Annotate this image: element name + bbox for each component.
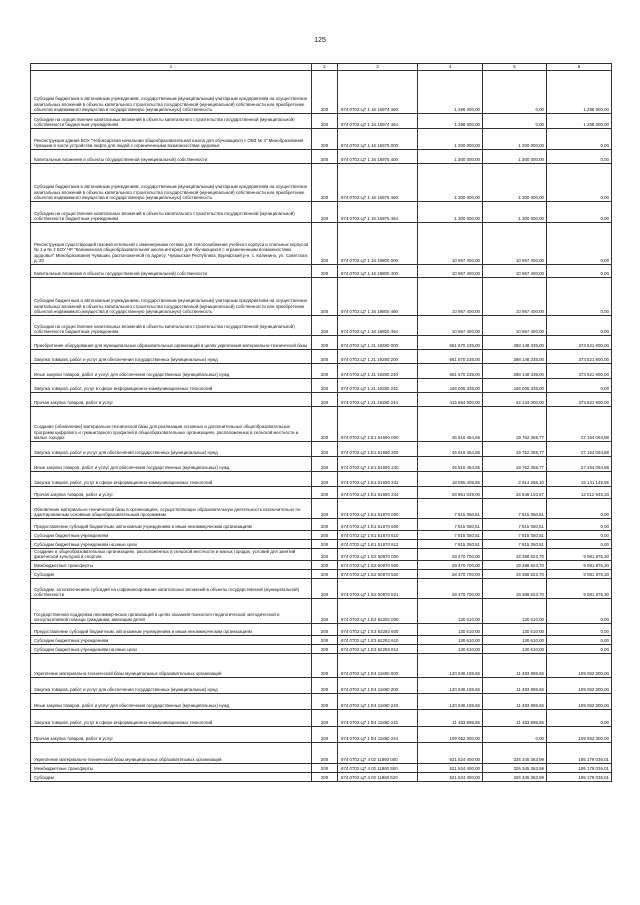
row-name-cell: Субсидии бюджетным учреждениям [31, 636, 312, 645]
row-col4-cell: 120 536 195,65 [418, 678, 483, 694]
row-code-cell: 200 [312, 278, 338, 316]
row-col5-cell: 19 388 823,70 [483, 570, 547, 579]
row-name-cell: Субсидии бюджетным и автономным учреждениям, государственным (муниципальным) унитарным предприятиям на осуществление капитальных вложений в объекты капитального строительства государственной (муниципальной) собственности или приобретение объектов недвижимого имущества в государственную (муниципальную) собственность [31, 278, 312, 316]
row-col5-cell: 7 815 050,51 [483, 519, 547, 531]
row-kbk-cell: 874 0702 Ц7 1 16 15975 460 [338, 164, 418, 202]
column-header: 6 [547, 64, 612, 71]
table-row [31, 636, 612, 645]
row-name-cell: Субсидии на осуществление капитальных вложений в объекты капитального строительства государственной (муниципальной) собственности бюджетным учреждениям [31, 316, 312, 336]
row-col4-cell: 10 967 400,00 [418, 223, 483, 265]
row-col5-cell: 7 815 050,51 [483, 540, 547, 549]
row-col5-cell: 11 483 895,65 [483, 654, 547, 678]
row-code-cell: 200 [312, 202, 338, 223]
table-row [31, 678, 612, 694]
row-col4-cell: 7 815 050,51 [418, 519, 483, 531]
row-col4-cell: 1 298 000,00 [418, 71, 483, 114]
row-code-cell: 200 [312, 579, 338, 599]
table-row [31, 442, 612, 457]
row-name-cell: Субсидии на осуществление капитальных вложений в объекты капитального строительства государственной (муниципальной) собственности бюджетным учреждениям [31, 114, 312, 129]
row-col6-cell: 0,00 [547, 624, 612, 636]
table-row [31, 710, 612, 727]
table-row [31, 457, 612, 472]
row-name-cell: Предоставление субсидий бюджетным, автономным учреждениям и иным некоммерческим организациям [31, 624, 312, 636]
row-name-cell: Закупка товаров, работ и услуг для обеспечения государственных (муниципальных) нужд [31, 442, 312, 457]
row-col6-cell: 1 298 000,00 [547, 71, 612, 114]
row-col6-cell: 15 141 149,55 [547, 472, 612, 487]
table-row [31, 561, 612, 570]
row-kbk-cell: 874 0702 Ц7 1 Е1 51870 600 [338, 519, 418, 531]
column-header: 1 [31, 64, 312, 71]
row-name-cell: Создание (обновление) материально-технической базы для реализации основных и дополнительных общеобразовательных программ цифрового и гуманитарного профилей в общеобразовательных организациях, расположенных в сельской местности и малых городах [31, 407, 312, 442]
table-row [31, 336, 612, 350]
row-col4-cell: 1 298 000,00 [418, 114, 483, 129]
table-row [31, 773, 612, 782]
row-code-cell: 200 [312, 150, 338, 164]
row-col6-cell: 0,00 [547, 531, 612, 540]
row-col6-cell: 0,00 [547, 164, 612, 202]
row-code-cell: 200 [312, 457, 338, 472]
table-row [31, 645, 612, 654]
row-code-cell: 200 [312, 636, 338, 645]
row-kbk-cell: 874 0702 Ц7 1 16 19800 464 [338, 316, 418, 336]
row-col5-cell: 130 610,00 [483, 636, 547, 645]
row-kbk-cell: 874 0702 Ц7 1 16 19800 000 [338, 223, 418, 265]
row-col4-cell: 46 916 454,65 [418, 457, 483, 472]
row-col4-cell: 7 815 050,51 [418, 499, 483, 519]
row-col4-cell: 18 055 405,65 [418, 472, 483, 487]
row-col6-cell: 9 081 876,30 [547, 549, 612, 561]
row-kbk-cell: 874 0702 Ц7 1 21 19280 240 [338, 364, 418, 379]
row-kbk-cell: 874 0702 Ц7 4 02 11860 500 [338, 764, 418, 773]
row-name-cell: Капитальные вложения в объекты государственной (муниципальной) собственности [31, 150, 312, 164]
row-code-cell: 200 [312, 350, 338, 364]
row-col4-cell: 28 470 700,00 [418, 579, 483, 599]
row-kbk-cell: 874 0702 Ц7 1 Е1 51690 000 [338, 407, 418, 442]
row-col6-cell: 27 154 094,88 [547, 457, 612, 472]
row-code-cell: 200 [312, 114, 338, 129]
row-name-cell: Субсидии [31, 773, 312, 782]
row-col6-cell: 0,00 [547, 265, 612, 278]
row-code-cell: 200 [312, 710, 338, 727]
row-kbk-cell: 874 0702 Ц7 1 Е4 11860 244 [338, 727, 418, 743]
table-row [31, 540, 612, 549]
row-col5-cell: 19 762 359,77 [483, 457, 547, 472]
row-col6-cell: 1 298 000,00 [547, 114, 612, 129]
row-col4-cell: 10 967 400,00 [418, 265, 483, 278]
table-row [31, 743, 612, 764]
row-col4-cell: 130 610,00 [418, 645, 483, 654]
table-row [31, 531, 612, 540]
row-kbk-cell: 874 0702 Ц7 1 Е1 51690 242 [338, 472, 418, 487]
row-code-cell: 200 [312, 694, 338, 710]
row-col5-cell: 326 345 363,99 [483, 773, 547, 782]
row-name-cell: Прочая закупка товаров, работ и услуг [31, 393, 312, 407]
row-col6-cell: 195 179 036,01 [547, 773, 612, 782]
row-col6-cell: 0,00 [547, 129, 612, 150]
row-col6-cell: 9 081 876,30 [547, 570, 612, 579]
row-name-cell: Реконструкция существующей газовой котельной с инженерными сетями для теплоснабжения учебного корпуса и спальных корпусов № 1 и № 2 БОУ ЧР "Калининская общеобразовательная школа-интернат для обучающихся с ограниченными возможностями здоровья" Минобразования Чувашии, расположенной по адресу: Чувашская Республика, Вурнарский р-н, с. Калинино, ул. Советская, д. 20 [31, 223, 312, 265]
row-col6-cell: 0,00 [547, 710, 612, 727]
table-row [31, 71, 612, 114]
row-col6-cell: 0,00 [547, 519, 612, 531]
row-kbk-cell: 874 0702 Ц7 1 Е3 62292 000 [338, 599, 418, 624]
row-name-cell: Субсидии [31, 570, 312, 579]
row-col5-cell: 2 914 256,10 [483, 472, 547, 487]
row-name-cell: Укрепление материально-технической базы муниципальных образовательных организаций [31, 743, 312, 764]
budget-table [30, 63, 612, 782]
row-kbk-cell: 874 0702 Ц7 1 Е3 62292 610 [338, 636, 418, 645]
row-col6-cell: 373 521 900,00 [547, 364, 612, 379]
row-code-cell: 200 [312, 540, 338, 549]
row-col4-cell: 120 536 195,65 [418, 694, 483, 710]
row-col6-cell: 27 154 094,88 [547, 442, 612, 457]
row-col5-cell: 42 143 000,00 [483, 393, 547, 407]
row-name-cell: Государственная поддержка некоммерческих организаций в целях оказания психолого-педагогической, методической и консультативной помощи гражданам, имеющим детей [31, 599, 312, 624]
row-code-cell: 200 [312, 164, 338, 202]
row-col5-cell: 0,00 [483, 114, 547, 129]
row-col5-cell: 10 967 400,00 [483, 265, 547, 278]
row-col5-cell: 130 610,00 [483, 645, 547, 654]
row-col4-cell: 11 483 895,65 [418, 710, 483, 727]
row-kbk-cell: 874 0702 Ц7 1 16 19800 400 [338, 265, 418, 278]
row-code-cell: 200 [312, 570, 338, 579]
table-row [31, 364, 612, 379]
table-row [31, 549, 612, 561]
row-col5-cell: 19 388 823,70 [483, 561, 547, 570]
row-col6-cell: 373 521 900,00 [547, 336, 612, 350]
row-col4-cell: 1 300 000,00 [418, 150, 483, 164]
row-col4-cell: 415 664 900,00 [418, 393, 483, 407]
row-col6-cell: 195 179 036,01 [547, 764, 612, 773]
row-col4-cell: 28 470 700,00 [418, 549, 483, 561]
row-kbk-cell: 874 0702 Ц7 4 02 11860 520 [338, 773, 418, 782]
row-kbk-cell: 874 0702 Ц7 1 Е1 51690 244 [338, 487, 418, 499]
row-col4-cell: 28 861 049,00 [418, 487, 483, 499]
row-col5-cell: 19 388 823,70 [483, 549, 547, 561]
row-kbk-cell: 874 0702 Ц7 1 Е1 51870 610 [338, 531, 418, 540]
row-kbk-cell: 874 0702 Ц7 1 Е1 51870 000 [338, 499, 418, 519]
row-col4-cell: 1 300 000,00 [418, 129, 483, 150]
row-code-cell: 200 [312, 407, 338, 442]
row-col4-cell: 661 670 235,00 [418, 336, 483, 350]
row-col6-cell: 0,00 [547, 278, 612, 316]
table-row [31, 129, 612, 150]
row-col5-cell: 326 345 363,99 [483, 764, 547, 773]
row-kbk-cell: 874 0702 Ц7 1 Е1 51690 240 [338, 457, 418, 472]
row-col4-cell: 521 524 400,00 [418, 743, 483, 764]
row-name-cell: Закупка товаров, работ, услуг в сфере информационно-коммуникационных технологий [31, 710, 312, 727]
row-kbk-cell: 874 0702 Ц7 1 21 19280 244 [338, 393, 418, 407]
table-row [31, 114, 612, 129]
row-code-cell: 200 [312, 129, 338, 150]
row-col6-cell: 109 052 300,00 [547, 727, 612, 743]
row-name-cell: Субсидии бюджетным и автономным учреждениям, государственным (муниципальным) унитарным предприятиям на осуществление капитальных вложений в объекты капитального строительства государственной (муниципальной) собственности или приобретение объектов недвижимого имущества в государственную (муниципальную) собственность [31, 164, 312, 202]
row-name-cell: Создание в общеобразовательных организациях, расположенных в сельской местности и малых городах, условий для занятий физической культурой и спортом [31, 549, 312, 561]
row-col5-cell: 246 005 335,00 [483, 379, 547, 393]
row-kbk-cell: 874 0702 Ц7 1 16 15975 000 [338, 129, 418, 150]
row-col5-cell: 1 300 000,00 [483, 164, 547, 202]
row-name-cell: Укрепление материально-технической базы муниципальных образовательных организаций [31, 654, 312, 678]
row-col6-cell: 0,00 [547, 599, 612, 624]
row-col5-cell: 19 762 359,77 [483, 442, 547, 457]
row-col6-cell: 0,00 [547, 223, 612, 265]
row-kbk-cell: 874 0702 Ц7 1 21 19280 000 [338, 336, 418, 350]
row-col6-cell: 9 081 876,30 [547, 561, 612, 570]
row-code-cell: 200 [312, 442, 338, 457]
row-col6-cell: 0,00 [547, 202, 612, 223]
row-kbk-cell: 874 0702 Ц7 1 Е2 50970 520 [338, 570, 418, 579]
row-code-cell: 200 [312, 499, 338, 519]
row-col4-cell: 7 815 050,51 [418, 540, 483, 549]
row-name-cell: Прочая закупка товаров, работ и услуг [31, 487, 312, 499]
table-row [31, 379, 612, 393]
row-kbk-cell: 874 0702 Ц7 1 Е3 62292 600 [338, 624, 418, 636]
row-code-cell: 200 [312, 624, 338, 636]
table-row [31, 727, 612, 743]
row-code-cell: 200 [312, 549, 338, 561]
row-col4-cell: 46 916 454,65 [418, 407, 483, 442]
row-kbk-cell: 874 0702 Ц7 1 21 19280 242 [338, 379, 418, 393]
row-col4-cell: 130 610,00 [418, 636, 483, 645]
row-name-cell: Иные закупки товаров, работ и услуг для обеспечения государственных (муниципальных) нужд [31, 364, 312, 379]
row-code-cell: 200 [312, 654, 338, 678]
row-col6-cell: 0,00 [547, 540, 612, 549]
row-col6-cell: 373 521 900,00 [547, 393, 612, 407]
row-code-cell: 200 [312, 71, 338, 114]
table-row [31, 570, 612, 579]
table-row [31, 202, 612, 223]
row-col5-cell: 288 148 335,00 [483, 364, 547, 379]
table-row [31, 350, 612, 364]
row-name-cell: Предоставление субсидий бюджетным, автономным учреждениям и иным некоммерческим организациям [31, 519, 312, 531]
row-col6-cell: 9 081 876,30 [547, 579, 612, 599]
row-kbk-cell: 874 0702 Ц7 1 Е4 11860 240 [338, 694, 418, 710]
row-col4-cell: 130 610,00 [418, 624, 483, 636]
row-col5-cell: 10 967 400,00 [483, 223, 547, 265]
row-kbk-cell: 874 0702 Ц7 1 Е4 11860 000 [338, 654, 418, 678]
row-kbk-cell: 874 0702 Ц7 1 16 15975 464 [338, 202, 418, 223]
row-kbk-cell: 874 0702 Ц7 1 16 19800 460 [338, 278, 418, 316]
row-name-cell: Субсидии бюджетным учреждениям [31, 531, 312, 540]
table-row [31, 407, 612, 442]
row-code-cell: 200 [312, 645, 338, 654]
row-col4-cell: 521 524 400,00 [418, 773, 483, 782]
row-name-cell: Субсидии, за исключением субсидий на софинансирование капитальных вложений в объекты государственной (муниципальной) собственности [31, 579, 312, 599]
row-name-cell: Капитальные вложения в объекты государственной (муниципальной) собственности [31, 265, 312, 278]
row-col4-cell: 661 670 235,00 [418, 350, 483, 364]
table-row [31, 764, 612, 773]
row-col5-cell: 7 815 050,51 [483, 499, 547, 519]
row-col4-cell: 10 967 400,00 [418, 316, 483, 336]
row-col4-cell: 28 470 700,00 [418, 570, 483, 579]
row-code-cell: 200 [312, 265, 338, 278]
row-col5-cell: 0,00 [483, 71, 547, 114]
column-number-row [31, 64, 612, 71]
row-code-cell: 200 [312, 364, 338, 379]
row-kbk-cell: 874 0702 Ц7 1 Е2 50970 521 [338, 579, 418, 599]
row-code-cell: 200 [312, 561, 338, 570]
row-name-cell: Иные закупки товаров, работ и услуг для обеспечения государственных (муниципальных) нужд [31, 457, 312, 472]
row-name-cell: Иные закупки товаров, работ и услуг для обеспечения государственных (муниципальных) нужд [31, 694, 312, 710]
row-kbk-cell: 874 0702 Ц7 1 Е4 11860 242 [338, 710, 418, 727]
row-code-cell: 200 [312, 336, 338, 350]
column-header: 3 [338, 64, 418, 71]
row-kbk-cell: 874 0702 Ц7 4 02 11860 000 [338, 743, 418, 764]
row-col6-cell: 27 154 094,88 [547, 407, 612, 442]
row-name-cell: Закупка товаров, работ, услуг в сфере информационно-коммуникационных технологий [31, 379, 312, 393]
row-col5-cell: 10 967 400,00 [483, 316, 547, 336]
row-col4-cell: 130 610,00 [418, 599, 483, 624]
row-kbk-cell: 874 0702 Ц7 1 16 15975 400 [338, 150, 418, 164]
row-col4-cell: 521 524 400,00 [418, 764, 483, 773]
table-row [31, 223, 612, 265]
row-name-cell: Закупка товаров, работ и услуг для обеспечения государственных (муниципальных) нужд [31, 350, 312, 364]
row-kbk-cell: 874 0702 Ц7 1 Е2 50970 000 [338, 549, 418, 561]
row-name-cell: Закупка товаров, работ, услуг в сфере информационно-коммуникационных технологий [31, 472, 312, 487]
row-kbk-cell: 874 0702 Ц7 1 Е3 62292 612 [338, 645, 418, 654]
row-col4-cell: 7 815 050,51 [418, 531, 483, 540]
row-col6-cell: 0,00 [547, 316, 612, 336]
row-code-cell: 200 [312, 519, 338, 531]
row-kbk-cell: 874 0702 Ц7 1 16 15974 460 [338, 71, 418, 114]
row-code-cell: 200 [312, 773, 338, 782]
row-col5-cell: 288 148 335,00 [483, 336, 547, 350]
row-col4-cell: 46 916 454,65 [418, 442, 483, 457]
row-name-cell: Закупка товаров, работ и услуг для обеспечения государственных (муниципальных) нужд [31, 678, 312, 694]
row-code-cell: 200 [312, 472, 338, 487]
row-code-cell: 200 [312, 743, 338, 764]
table-row [31, 278, 612, 316]
row-col5-cell: 326 345 363,99 [483, 743, 547, 764]
table-row [31, 164, 612, 202]
row-col6-cell: 195 179 036,01 [547, 743, 612, 764]
row-col5-cell: 19 762 359,77 [483, 407, 547, 442]
table-row [31, 393, 612, 407]
row-kbk-cell: 874 0702 Ц7 1 16 15974 464 [338, 114, 418, 129]
row-code-cell: 200 [312, 764, 338, 773]
row-col6-cell: 0,00 [547, 645, 612, 654]
row-code-cell: 200 [312, 531, 338, 540]
row-name-cell: Межбюджетные трансферты [31, 561, 312, 570]
row-code-cell: 200 [312, 393, 338, 407]
row-col5-cell: 130 610,00 [483, 599, 547, 624]
table-row [31, 599, 612, 624]
row-col4-cell: 1 300 000,00 [418, 164, 483, 202]
row-col5-cell: 11 483 895,65 [483, 678, 547, 694]
row-col5-cell: 7 815 050,51 [483, 531, 547, 540]
table-row [31, 519, 612, 531]
row-col4-cell: 10 967 400,00 [418, 278, 483, 316]
row-col6-cell: 109 052 300,00 [547, 678, 612, 694]
row-col5-cell: 11 483 895,65 [483, 710, 547, 727]
row-code-cell: 200 [312, 678, 338, 694]
row-name-cell: Межбюджетные трансферты [31, 764, 312, 773]
row-col6-cell: 0,00 [547, 499, 612, 519]
row-name-cell: Субсидии бюджетным учреждениям на иные цели [31, 540, 312, 549]
row-col4-cell: 109 052 300,00 [418, 727, 483, 743]
table-row [31, 499, 612, 519]
table-row [31, 624, 612, 636]
row-name-cell: Субсидии бюджетным и автономным учреждениям, государственным (муниципальным) унитарным предприятиям на осуществление капитальных вложений в объекты капитального строительства государственной (муниципальной) собственности или приобретение объектов недвижимого имущества в государственную (муниципальную) собственность [31, 71, 312, 114]
row-code-cell: 200 [312, 599, 338, 624]
table-row [31, 265, 612, 278]
row-col5-cell: 10 967 400,00 [483, 278, 547, 316]
row-col6-cell: 0,00 [547, 379, 612, 393]
row-code-cell: 200 [312, 316, 338, 336]
row-name-cell: Реконструкция здания БОУ "Чебоксарская начальная общеобразовательная школа для обучающихся с ОВЗ № 3" Минобразования Чувашии в части устройства лифта для людей с ограниченными возможностями здоровья [31, 129, 312, 150]
row-col5-cell: 1 300 000,00 [483, 202, 547, 223]
row-kbk-cell: 874 0702 Ц7 1 21 19280 200 [338, 350, 418, 364]
table-row [31, 487, 612, 499]
table-row [31, 579, 612, 599]
row-col5-cell: 16 848 103,67 [483, 487, 547, 499]
row-name-cell: Обновление материально-технической базы в организациях, осуществляющих образовательную деятельность исключительно по адаптированным основным общеобразовательным программам [31, 499, 312, 519]
row-col5-cell: 11 483 895,65 [483, 694, 547, 710]
row-col5-cell: 19 388 823,70 [483, 579, 547, 599]
row-code-cell: 200 [312, 379, 338, 393]
row-col6-cell: 109 052 300,00 [547, 654, 612, 678]
row-kbk-cell: 874 0702 Ц7 1 Е4 11860 200 [338, 678, 418, 694]
table-row [31, 472, 612, 487]
row-name-cell: Прочая закупка товаров, работ и услуг [31, 727, 312, 743]
row-col6-cell: 0,00 [547, 150, 612, 164]
row-col4-cell: 120 536 195,65 [418, 654, 483, 678]
row-name-cell: Приобретение оборудования для муниципальных образовательных организаций в целях укрепления материально-технической базы [31, 336, 312, 350]
row-col5-cell: 288 148 335,00 [483, 350, 547, 364]
column-header: 5 [483, 64, 547, 71]
row-col4-cell: 1 300 000,00 [418, 202, 483, 223]
row-code-cell: 200 [312, 487, 338, 499]
page-number: 125 [314, 37, 326, 44]
row-col4-cell: 661 670 235,00 [418, 364, 483, 379]
row-code-cell: 200 [312, 727, 338, 743]
row-col6-cell: 373 521 900,00 [547, 350, 612, 364]
row-name-cell: Субсидии на осуществление капитальных вложений в объекты капитального строительства государственной (муниципальной) собственности бюджетным учреждениям [31, 202, 312, 223]
row-col4-cell: 28 470 700,00 [418, 561, 483, 570]
table-row [31, 654, 612, 678]
column-header: 2 [312, 64, 338, 71]
row-kbk-cell: 874 0702 Ц7 1 Е1 51870 612 [338, 540, 418, 549]
row-col6-cell: 0,00 [547, 636, 612, 645]
row-col5-cell: 0,00 [483, 727, 547, 743]
row-col5-cell: 1 300 000,00 [483, 150, 547, 164]
row-col6-cell: 12 012 945,33 [547, 487, 612, 499]
row-col6-cell: 109 052 300,00 [547, 694, 612, 710]
row-code-cell: 200 [312, 223, 338, 265]
table-row [31, 694, 612, 710]
row-col5-cell: 130 610,00 [483, 624, 547, 636]
row-col4-cell: 246 005 335,00 [418, 379, 483, 393]
row-name-cell: Субсидии бюджетным учреждениям на иные цели [31, 645, 312, 654]
row-col5-cell: 1 300 000,00 [483, 129, 547, 150]
row-kbk-cell: 874 0702 Ц7 1 Е1 51690 200 [338, 442, 418, 457]
table-row [31, 316, 612, 336]
table-row [31, 150, 612, 164]
row-kbk-cell: 874 0702 Ц7 1 Е2 50970 500 [338, 561, 418, 570]
column-header: 4 [418, 64, 483, 71]
